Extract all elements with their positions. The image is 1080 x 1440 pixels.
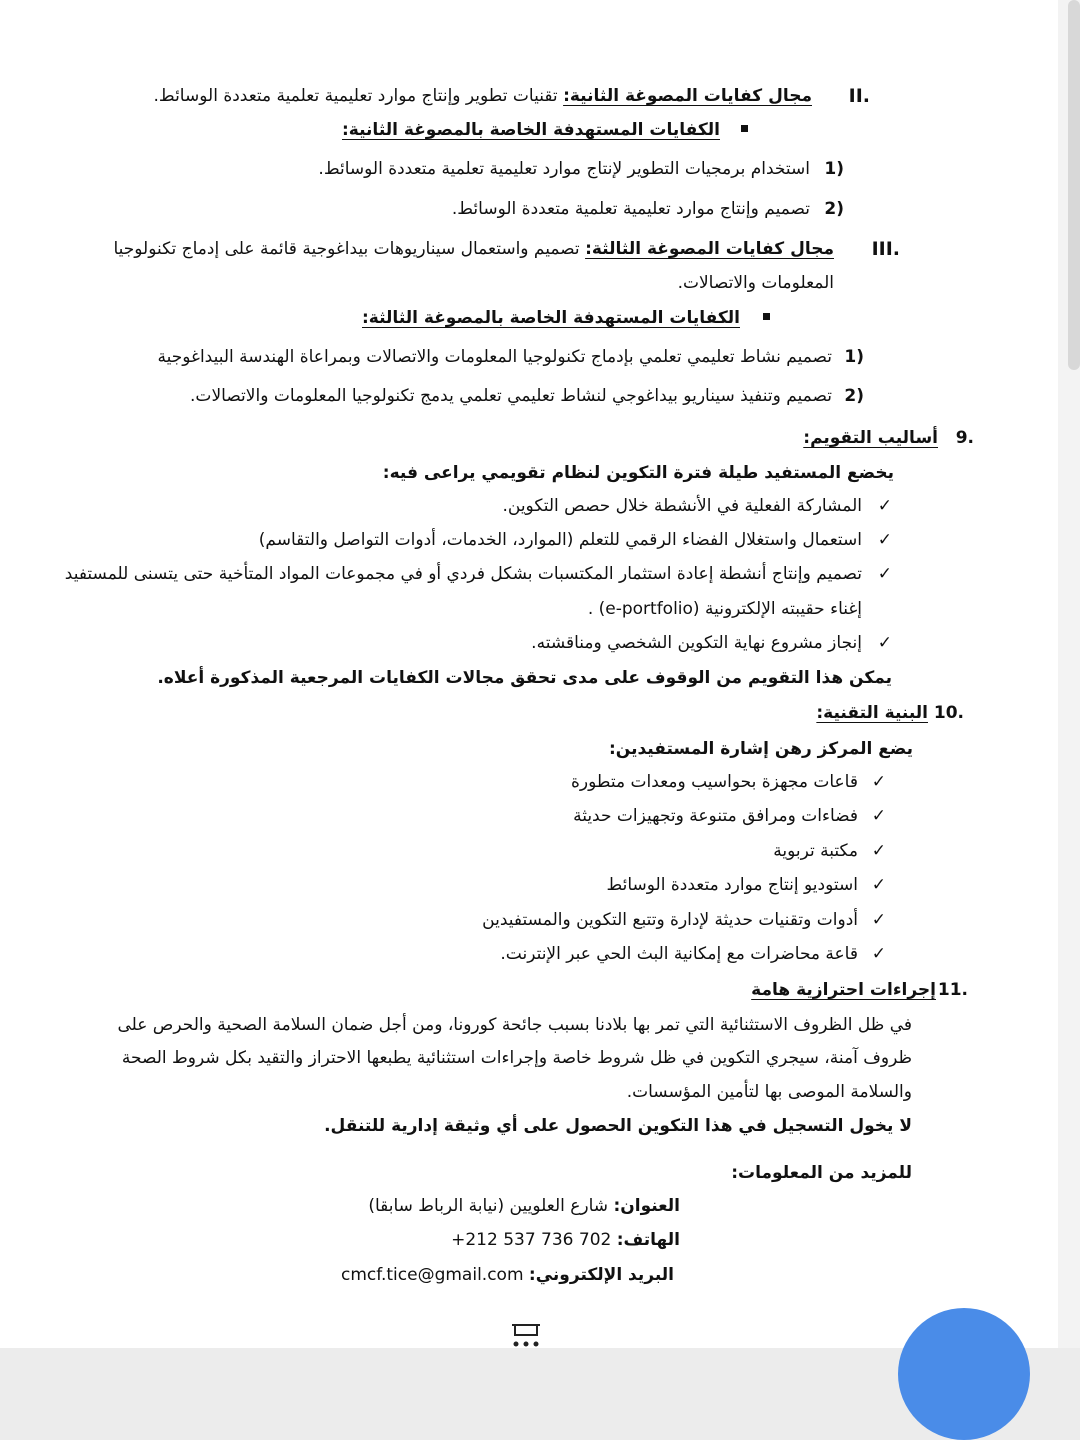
check-icon: ✓ <box>871 875 886 895</box>
list-item: تصميم وإنتاج أنشطة إعادة استثمار المكتسبات بشكل فردي أو في مجموعات المواد المتأخية حتى يتسنى للمستفيد <box>64 564 862 584</box>
list-item-end: . <box>587 599 594 619</box>
contact-phone <box>451 1228 680 1252</box>
section-3-heading <box>113 237 834 261</box>
section-11-title: إجراءات احترازية هامة <box>751 980 936 1000</box>
section-3-marker: III. <box>871 238 900 260</box>
portfolio-term: (e-portfolio) <box>598 599 700 619</box>
section-11-paragraph-line3: والسلامة الموصى بها لتأمين المؤسسات. <box>626 1082 912 1102</box>
section-11-paragraph-line1: في ظل الظروف الاستثنائية التي تمر بها بلادنا بسبب جائحة كورونا، ومن أجل ضمان السلامة الصحية والحرص على <box>117 1015 912 1035</box>
list-item: مكتبة تربوية <box>773 841 858 861</box>
list-number: 1) <box>824 159 844 179</box>
contact-email <box>341 1263 674 1287</box>
list-item: قاعة محاضرات مع إمكانية البث الحي عبر الإنترنت. <box>500 944 858 964</box>
section-2-text: تقنيات تطوير وإنتاج موارد تعليمية تعلمية متعددة الوسائط. <box>153 86 558 106</box>
check-icon: ✓ <box>877 633 892 653</box>
phone-label: الهاتف: <box>616 1230 680 1250</box>
list-item: فضاءات ومرافق متنوعة وتجهيزات حديثة <box>573 806 858 826</box>
crop-icon[interactable] <box>512 1322 540 1348</box>
section-10-number: 10. <box>933 703 964 723</box>
list-item: المشاركة الفعلية في الأنشطة خلال حصص التكوين. <box>502 496 862 516</box>
email-label: البريد الإلكتروني: <box>528 1265 674 1285</box>
check-icon: ✓ <box>871 806 886 826</box>
section-2-title: مجال كفايات المصوغة الثانية: <box>563 86 812 106</box>
list-item: استخدام برمجيات التطوير لإنتاج موارد تعليمية تعلمية متعددة الوسائط. <box>318 159 810 179</box>
section-9-intro: يخضع المستفيد طيلة فترة التكوين لنظام تقويمي يراعى فيه: <box>382 463 894 483</box>
floating-action-button[interactable] <box>898 1308 1030 1440</box>
check-icon: ✓ <box>877 564 892 584</box>
square-bullet-icon <box>741 125 748 132</box>
address-value: شارع العلويين (نيابة الرباط سابقا) <box>368 1196 609 1216</box>
list-item-text: إغناء حقيبته الإلكترونية <box>704 599 862 619</box>
check-icon: ✓ <box>871 944 886 964</box>
list-item: استوديو إنتاج موارد متعددة الوسائط <box>606 875 858 895</box>
section-11-note: لا يخول التسجيل في هذا التكوين الحصول على أي وثيقة إدارية للتنقل. <box>324 1116 912 1136</box>
list-item-continuation <box>588 597 862 621</box>
section-11-paragraph-line2: ظروف آمنة، سيجري التكوين في ظل شروط خاصة وإجراءات استثنائية يطبعها الاحتراز والتقيد بكل شروط الصحة <box>121 1048 912 1068</box>
list-item: تصميم وتنفيذ سيناريو بيداغوجي لنشاط تعليمي تعلمي يدمج تكنولوجيا المعلومات والاتصالات. <box>190 386 832 406</box>
email-value[interactable]: cmcf.tice@gmail.com <box>340 1265 524 1285</box>
square-bullet-icon <box>763 313 770 320</box>
section-9-title: أساليب التقويم: <box>803 428 938 448</box>
section-3-competencies-title: الكفايات المستهدفة الخاصة بالمصوغة الثالثة: <box>362 308 740 328</box>
list-number: 2) <box>824 199 844 219</box>
list-number: 1) <box>844 347 864 367</box>
list-item: استعمال واستغلال الفضاء الرقمي للتعلم (الموارد، الخدمات، أدوات التواصل والتقاسم) <box>258 530 862 550</box>
section-3-text-line2: المعلومات والاتصالات. <box>677 273 834 293</box>
section-10-title: البنية التقنية: <box>816 703 928 723</box>
check-icon: ✓ <box>871 910 886 930</box>
check-icon: ✓ <box>877 496 892 516</box>
contact-heading: للمزيد من المعلومات: <box>731 1163 912 1183</box>
list-item: قاعات مجهزة بحواسيب ومعدات متطورة <box>571 772 858 792</box>
section-3-title: مجال كفايات المصوغة الثالثة: <box>585 239 834 259</box>
section-2-marker: II. <box>848 85 870 107</box>
list-item: تصميم وإنتاج موارد تعليمية تعلمية متعددة الوسائط. <box>451 199 810 219</box>
list-item: إنجاز مشروع نهاية التكوين الشخصي ومناقشته. <box>531 633 862 653</box>
check-icon: ✓ <box>871 772 886 792</box>
section-9-number: 9. <box>955 428 974 448</box>
section-2-competencies-title: الكفايات المستهدفة الخاصة بالمصوغة الثانية: <box>342 120 720 140</box>
section-9-conclusion: يمكن هذا التقويم من الوقوف على مدى تحقق مجالات الكفايات المرجعية المذكورة أعلاه. <box>157 668 892 688</box>
section-10-intro: يضع المركز رهن إشارة المستفيدين: <box>608 739 913 759</box>
phone-value: +212 537 736 702 <box>451 1230 612 1250</box>
section-11-number: 11. <box>937 980 968 1000</box>
check-icon: ✓ <box>877 530 892 550</box>
section-3-text-line1: تصميم واستعمال سيناريوهات بيداغوجية قائمة على إدماج تكنولوجيا <box>113 239 580 259</box>
section-2-heading <box>154 84 812 108</box>
address-label: العنوان: <box>613 1196 680 1216</box>
list-item: أدوات وتقنيات حديثة لإدارة وتتبع التكوين والمستفيدين <box>482 910 858 930</box>
scrollbar-thumb[interactable] <box>1068 0 1080 370</box>
contact-address <box>368 1194 680 1218</box>
list-item: تصميم نشاط تعليمي تعلمي بإدماج تكنولوجيا المعلومات والاتصالات وبمراعاة الهندسة البيداغوجية <box>157 347 832 367</box>
list-number: 2) <box>844 386 864 406</box>
check-icon: ✓ <box>871 841 886 861</box>
